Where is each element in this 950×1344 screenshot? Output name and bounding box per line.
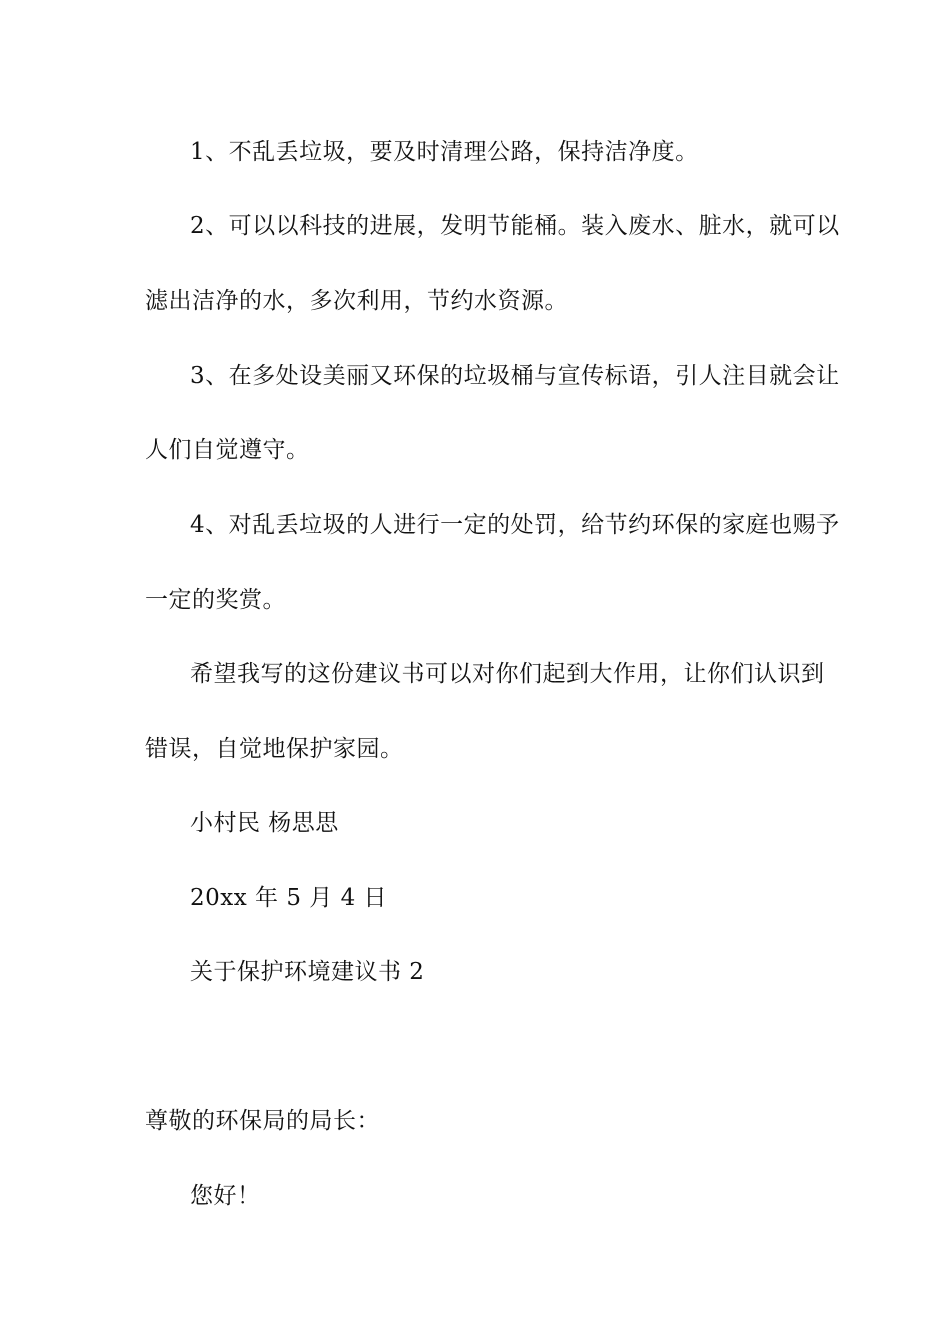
suggestion-item-3-line-2: 人们自觉遵守。	[145, 437, 310, 463]
suggestion-item-4-line-1: 4、对乱丢垃圾的人进行一定的处罚，给节约环保的家庭也赐予	[190, 512, 840, 538]
greeting: 您好！	[190, 1183, 261, 1209]
suggestion-item-2-line-1: 2、可以以科技的进展，发明节能桶。装入废水、脏水，就可以	[190, 213, 840, 239]
date: 20xx 年 5 月 4 日	[190, 885, 388, 911]
signature: 小村民 杨思思	[190, 810, 339, 836]
salutation: 尊敬的环保局的局长：	[145, 1108, 380, 1134]
suggestion-item-1: 1、不乱丢垃圾，要及时清理公路，保持洁净度。	[190, 139, 699, 165]
section-heading: 关于保护环境建议书 2	[190, 959, 425, 985]
suggestion-item-4-line-2: 一定的奖赏。	[145, 587, 286, 613]
suggestion-item-2-line-2: 滤出洁净的水，多次利用，节约水资源。	[145, 288, 568, 314]
suggestion-item-3-line-1: 3、在多处设美丽又环保的垃圾桶与宣传标语，引人注目就会让	[190, 363, 840, 389]
closing-paragraph-line-2: 错误，自觉地保护家园。	[145, 736, 404, 762]
closing-paragraph-line-1: 希望我写的这份建议书可以对你们起到大作用，让你们认识到	[190, 661, 825, 687]
